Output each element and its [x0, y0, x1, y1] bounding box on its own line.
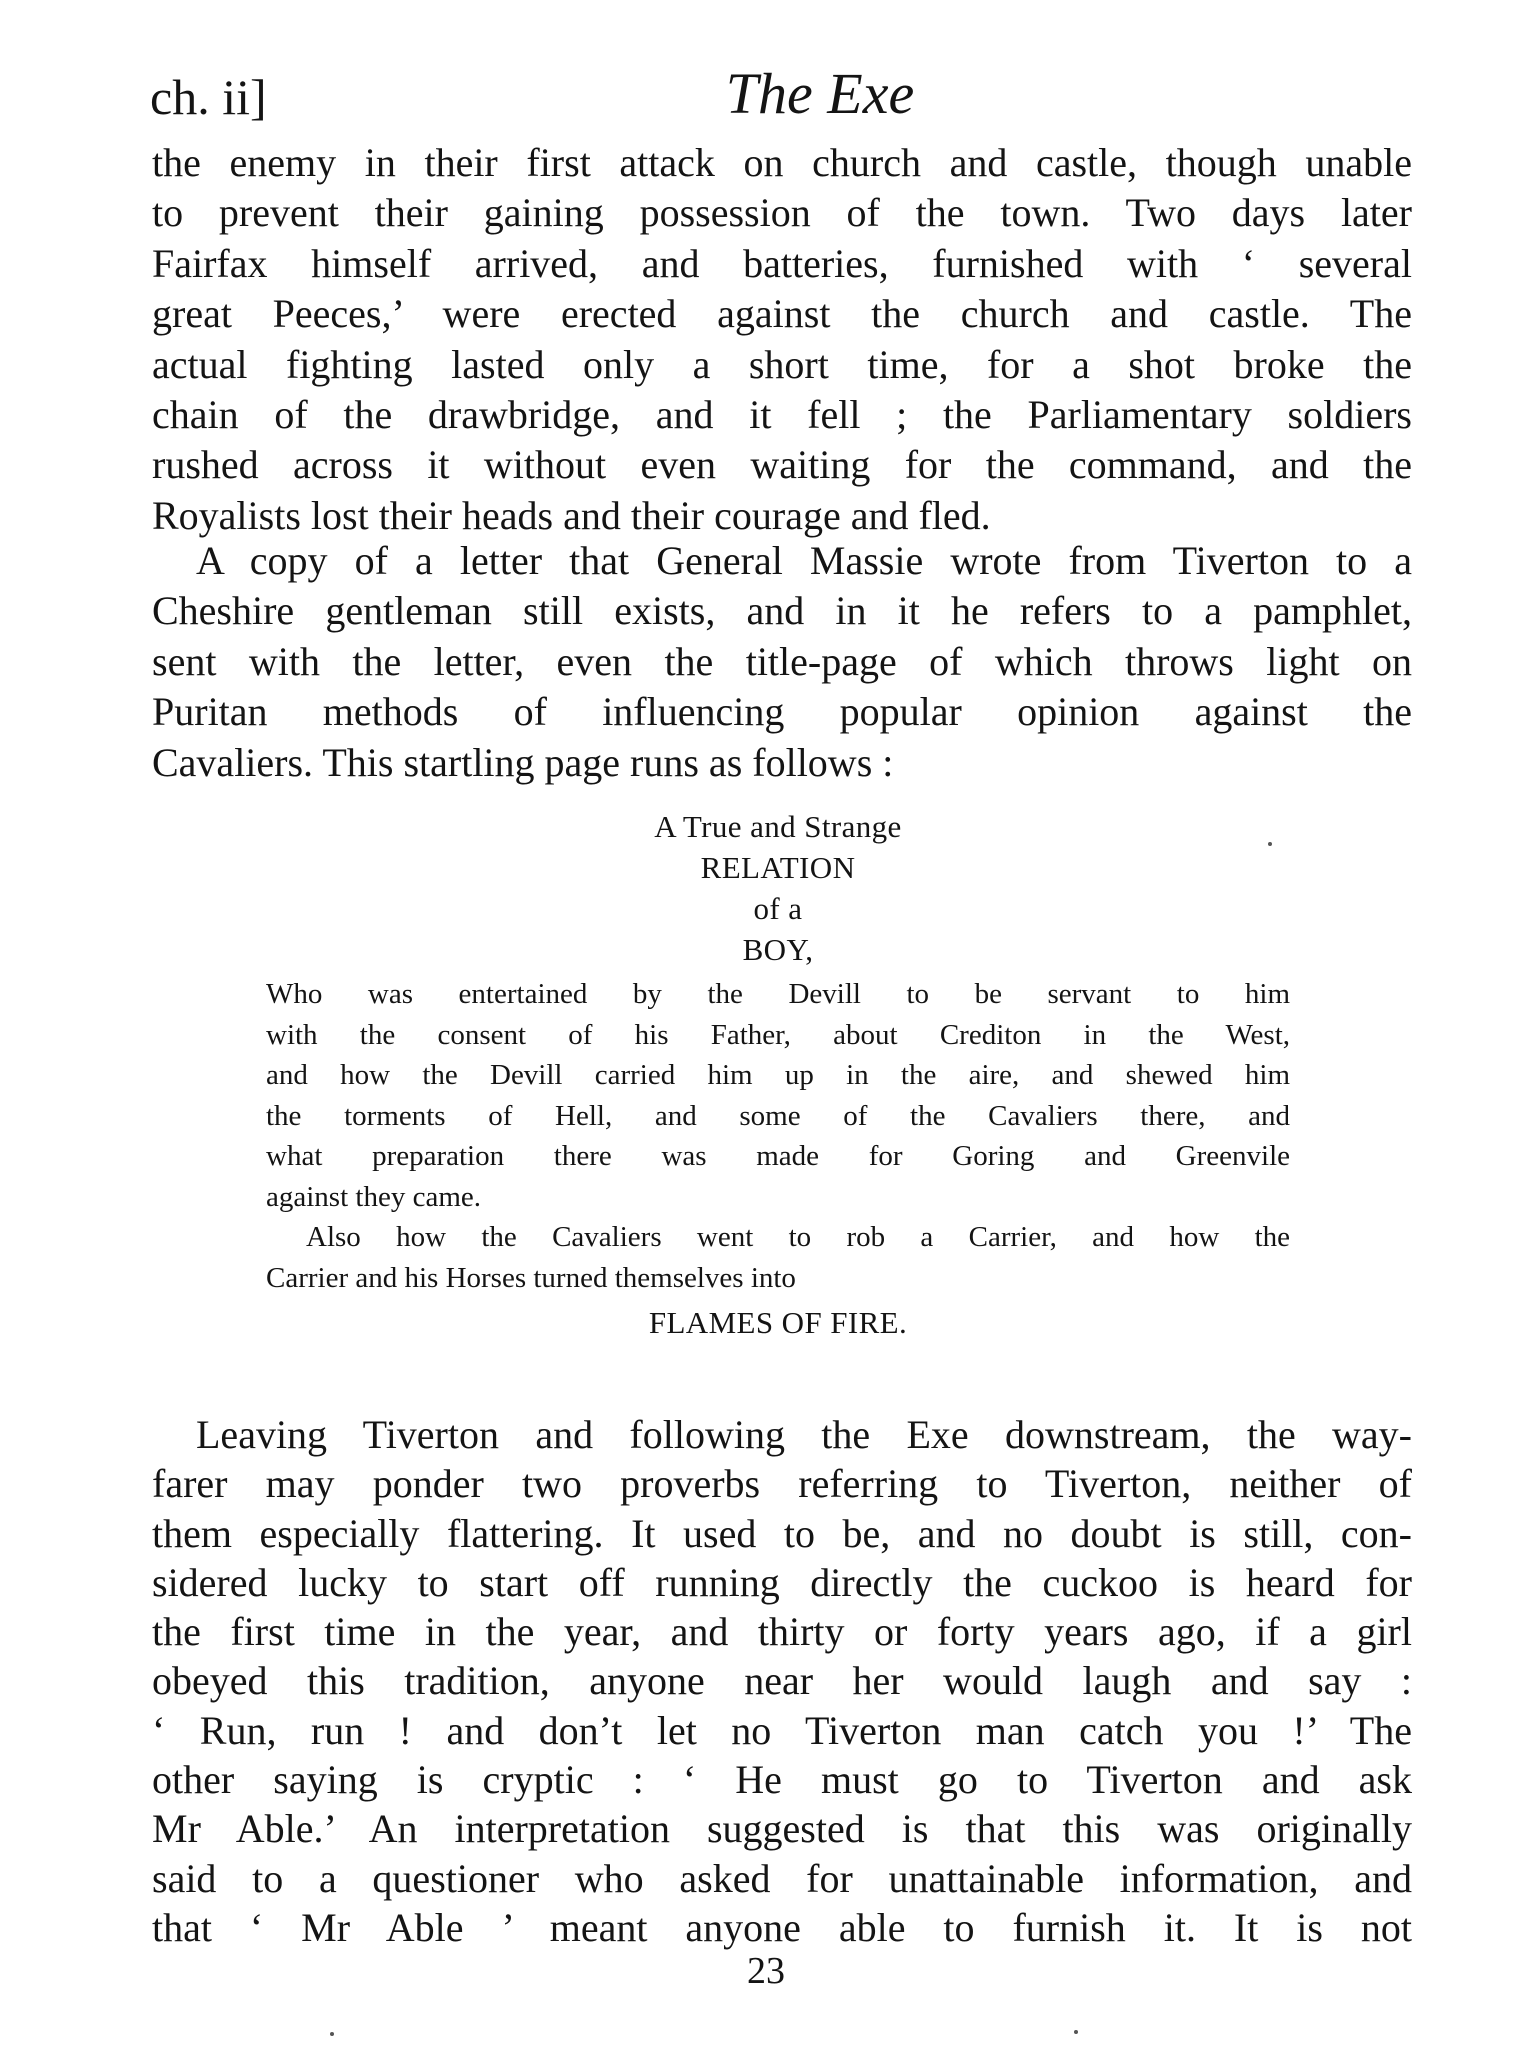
- paragraph-proverbs: [152, 1410, 1412, 1952]
- pamphlet-title-line: A True and Strange: [654, 809, 902, 844]
- text-line: A copy of a letter that General Massie wrote from Tiverton to a: [196, 538, 1412, 583]
- scan-speck: [330, 2032, 334, 2036]
- text-line: ‘ Run, run ! and don’t let no Tiverton man catch you !’ The: [152, 1707, 1412, 1753]
- text-line: the enemy in their first attack on church and castle, though unable: [152, 140, 1412, 185]
- text-line: other saying is cryptic : ‘ He must go to Tiverton and ask: [152, 1757, 1412, 1803]
- text-line: Cavaliers. This startling page runs as follows :: [152, 739, 894, 785]
- paragraph-letter: [152, 536, 1412, 788]
- text-line: farer may ponder two proverbs referring to Tiverton, neither of: [152, 1461, 1412, 1507]
- running-head: [150, 56, 1412, 136]
- text-line: the first time in the year, and thirty or forty years ago, if a girl: [152, 1609, 1412, 1655]
- text-line: Mr Able.’ An interpretation suggested is that this was originally: [152, 1806, 1412, 1852]
- text-line: sent with the letter, even the title-page of which throws light on: [152, 638, 1412, 684]
- pamphlet-title-line: BOY,: [742, 932, 814, 967]
- page-number: 23: [747, 1950, 785, 1992]
- text-line: great Peeces,’ were erected against the church and castle. The: [152, 291, 1412, 337]
- pamphlet-final-line: FLAMES OF FIRE.: [648, 1305, 908, 1340]
- pamphlet-line: the torments of Hell, and some of the Cavaliers there, and: [266, 1099, 1290, 1132]
- scan-speck: [1074, 2030, 1078, 2034]
- pamphlet-line: Who was entertained by the Devill to be servant to him: [266, 978, 1290, 1010]
- scan-speck: [1268, 842, 1272, 846]
- text-line: Royalists lost their heads and their courage and fled.: [152, 492, 991, 538]
- text-line: Fairfax himself arrived, and batteries, furnished with ‘ several: [152, 240, 1412, 286]
- pamphlet-line: against they came.: [266, 1180, 481, 1213]
- pamphlet-title-line: of a: [753, 891, 803, 926]
- text-line: that ‘ Mr Able ’ meant anyone able to furnish it. It is not: [152, 1904, 1412, 1950]
- pamphlet-also: [266, 1217, 1290, 1298]
- text-line: them especially flattering. It used to be, and no doubt is still, con-: [152, 1510, 1412, 1556]
- text-line: Puritan methods of influencing popular opinion against the: [152, 689, 1412, 735]
- text-line: obeyed this tradition, anyone near her would laugh and say :: [152, 1658, 1412, 1704]
- text-line: rushed across it without even waiting for the command, and the: [152, 442, 1412, 488]
- chapter-marker: ch. ii]: [150, 69, 267, 125]
- text-line: sidered lucky to start off running directly the cuckoo is heard for: [152, 1559, 1412, 1605]
- text-line: to prevent their gaining possession of the town. Two days later: [152, 190, 1412, 236]
- pamphlet-line: Carrier and his Horses turned themselves into: [266, 1261, 796, 1294]
- text-line: chain of the drawbridge, and it fell ; the Parliamentary soldiers: [152, 392, 1412, 438]
- pamphlet-title-page: [266, 806, 1290, 1343]
- book-title: The Exe: [725, 61, 915, 126]
- pamphlet-line: what preparation there was made for Goring and Greenvile: [266, 1140, 1290, 1172]
- pamphlet-line: and how the Devill carried him up in the aire, and shewed him: [266, 1059, 1290, 1091]
- text-line: actual fighting lasted only a short time, for a shot broke the: [152, 341, 1412, 387]
- text-line: Cheshire gentleman still exists, and in it he refers to a pamphlet,: [152, 588, 1412, 634]
- text-line: said to a questioner who asked for unattainable information, and: [152, 1855, 1412, 1901]
- pamphlet-description: [266, 974, 1290, 1217]
- pamphlet-title-line: RELATION: [700, 850, 856, 885]
- pamphlet-line: with the consent of his Father, about Crediton in the West,: [266, 1018, 1290, 1051]
- paragraph-siege: [152, 138, 1412, 541]
- text-line: Leaving Tiverton and following the Exe downstream, the way-: [196, 1412, 1412, 1457]
- pamphlet-line: Also how the Cavaliers went to rob a Carrier, and how the: [306, 1221, 1290, 1253]
